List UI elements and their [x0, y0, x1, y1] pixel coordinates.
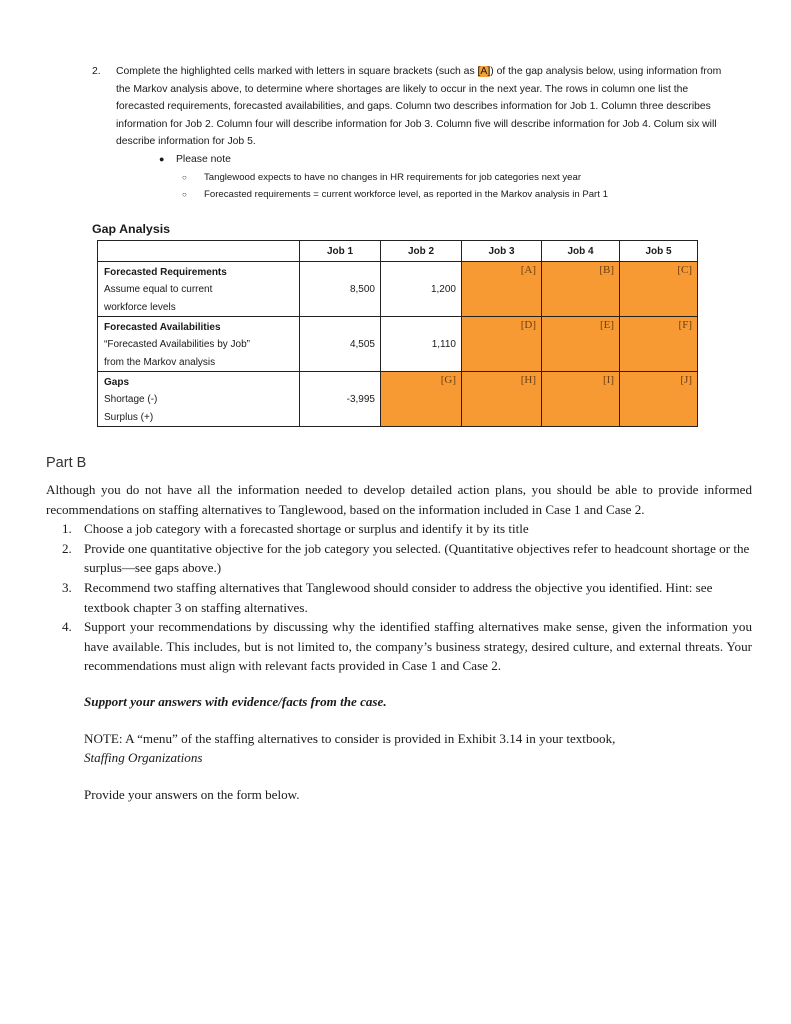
column-header-job4: Job 4	[542, 241, 620, 262]
question-2-instructions	[116, 63, 732, 151]
gap-analysis-title: Gap Analysis	[92, 222, 171, 236]
circle-bullet-icon: ○	[182, 172, 187, 182]
sub-note-item	[180, 169, 732, 187]
table-row-forecasted-requirements	[98, 262, 698, 317]
instructions-text-after: ) of the gap analysis below, using information from the Markov analysis above, to determine where shortages are likely to occur in the next year. The rows in column one list the forecasted requirements, forecasted availabilities, and gaps. Column two describes information for Job 1. Column three describes information for Job 2. Column four will describe information for Job 3. Column five will describe information for Job 4. Colum six will describe information for Job 5.	[116, 66, 722, 148]
note-label: Please note	[176, 153, 231, 165]
row-label-line: “Forecasted Availabilities by Job”	[104, 339, 250, 351]
cell-E[interactable]: [E]	[542, 317, 620, 372]
note-item	[156, 151, 732, 204]
cell-J[interactable]: [J]	[620, 372, 698, 427]
circle-bullet-icon: ○	[182, 190, 187, 200]
task-item	[46, 617, 752, 676]
row-label-title: Forecasted Requirements	[104, 267, 227, 278]
task-text: Choose a job category with a forecasted shortage or surplus and identify it by its title	[84, 521, 529, 537]
column-header-empty	[98, 241, 300, 262]
cell-I[interactable]: [I]	[542, 372, 620, 427]
provide-answers-instruction: Provide your answers on the form below.	[84, 786, 300, 802]
question-2	[92, 63, 732, 204]
column-header-job5: Job 5	[620, 241, 698, 262]
column-header-job3: Job 3	[462, 241, 542, 262]
task-text: Support your recommendations by discussing why the identified staffing alternatives make sense, given the information you have available. This includes, but is not limited to, the company’s business strategy, desired culture, and external threats. Your recommendations must align with relevant facts provided in Case 1 and Case 2.	[84, 619, 752, 674]
highlight-example: [A]	[477, 66, 491, 77]
gap-analysis-table	[97, 240, 698, 427]
part-b-heading: Part B	[46, 455, 87, 471]
book-title: Staffing Organizations	[84, 750, 203, 766]
bullet-icon: ●	[159, 153, 165, 164]
staffing-note	[84, 729, 752, 768]
cell-B[interactable]: [B]	[542, 262, 620, 317]
row-label-line: Surplus (+)	[104, 411, 154, 423]
column-header-job2: Job 2	[381, 241, 462, 262]
cell-job2-availabilities: 1,110	[381, 317, 462, 372]
task-number: 1.	[62, 521, 72, 537]
cell-H[interactable]: [H]	[462, 372, 542, 427]
task-item	[46, 519, 752, 539]
task-item	[46, 539, 752, 578]
cell-job1-requirements: 8,500	[300, 262, 381, 317]
sub-note-list	[180, 169, 732, 204]
row-label	[98, 372, 300, 427]
row-label	[98, 317, 300, 372]
note-text: NOTE: A “menu” of the staffing alternatives to consider is provided in Exhibit 3.14 in your textbook,	[84, 730, 616, 746]
task-number: 3.	[62, 579, 72, 595]
cell-F[interactable]: [F]	[620, 317, 698, 372]
question-number: 2.	[92, 66, 101, 77]
instructions-text-before: Complete the highlighted cells marked with letters in square brackets (such as	[116, 66, 478, 77]
row-label-title: Gaps	[104, 377, 130, 388]
sub-note-text: Tanglewood expects to have no changes in HR requirements for job categories next year	[204, 171, 582, 183]
support-instruction: Support your answers with evidence/facts from the case.	[84, 693, 387, 709]
task-text: Recommend two staffing alternatives that Tanglewood should consider to address the objective you identified. Hint: see textbook chapter 3 on staffing alternatives.	[84, 579, 713, 615]
column-header-job1: Job 1	[300, 241, 381, 262]
cell-C[interactable]: [C]	[620, 262, 698, 317]
row-label-title: Forecasted Availabilities	[104, 322, 221, 333]
cell-job2-requirements: 1,200	[381, 262, 462, 317]
row-label-line: Assume equal to current	[104, 284, 213, 296]
task-text: Provide one quantitative objective for the job category you selected. (Quantitative objectives refer to headcount shortage or the surplus—see gaps above.)	[84, 540, 750, 576]
row-label-line: workforce levels	[104, 301, 176, 313]
row-label-line: Shortage (-)	[104, 394, 158, 406]
sub-note-text: Forecasted requirements = current workforce level, as reported in the Markov analysis in Part 1	[204, 189, 608, 201]
cell-D[interactable]: [D]	[462, 317, 542, 372]
task-item	[46, 578, 752, 617]
row-label	[98, 262, 300, 317]
table-row-forecasted-availabilities	[98, 317, 698, 372]
task-number: 4.	[62, 619, 72, 635]
cell-job1-availabilities: 4,505	[300, 317, 381, 372]
row-label-line: from the Markov analysis	[104, 356, 216, 368]
part-b-task-list	[46, 519, 752, 676]
cell-G[interactable]: [G]	[381, 372, 462, 427]
part-b-body	[46, 480, 752, 804]
sub-note-item	[180, 186, 732, 204]
table-header-row	[98, 241, 698, 262]
part-b-intro: Although you do not have all the information needed to develop detailed action plans, you should be able to provide informed recommendations on staffing alternatives to Tanglewood, based on the information included in Case 1 and Case 2.	[46, 482, 752, 517]
task-number: 2.	[62, 540, 72, 556]
table-row-gaps	[98, 372, 698, 427]
note-list	[156, 151, 732, 204]
cell-job1-gap: -3,995	[300, 372, 381, 427]
cell-A[interactable]: [A]	[462, 262, 542, 317]
